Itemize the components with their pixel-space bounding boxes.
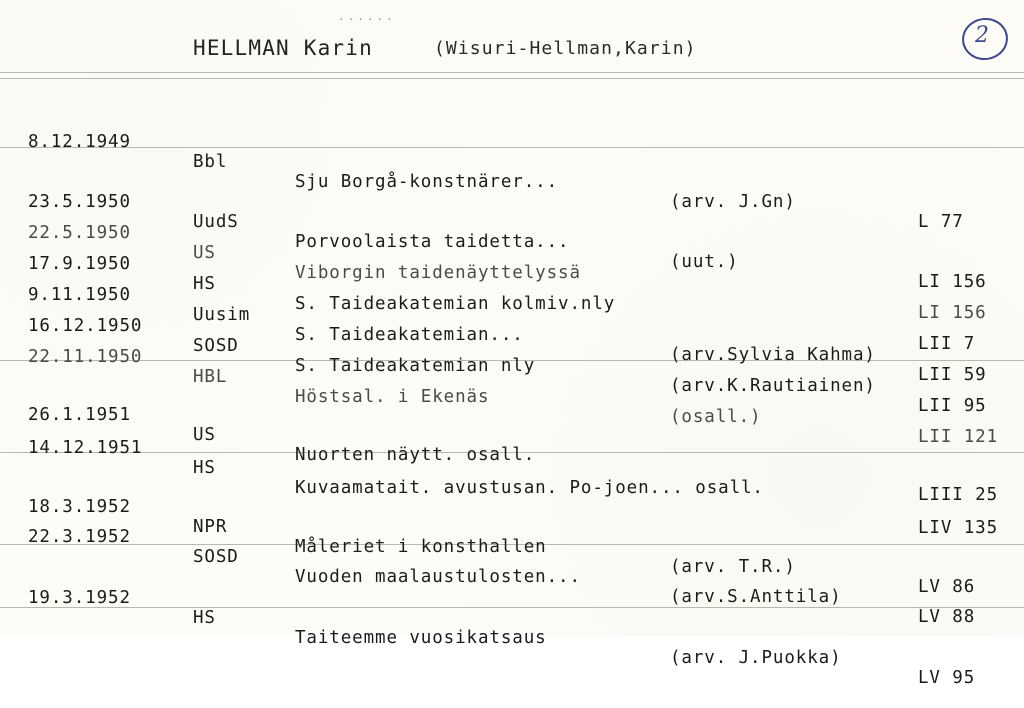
entry-note: (arv. J.Gn) [670, 192, 796, 212]
entry-date: 22.5.1950 [28, 223, 131, 243]
entry-title: Vuoden maalaustulosten... [295, 567, 581, 587]
entry-title: Sju Borgå-konstnärer... [295, 172, 559, 192]
entry-source: SOSD [193, 336, 239, 356]
entry-reference: LV 95 [918, 668, 976, 688]
rule-line [0, 78, 1024, 79]
page-number: 2 [975, 23, 989, 48]
rule-line [0, 607, 1024, 608]
entry-title: Måleriet i konsthallen [295, 537, 547, 557]
person-alternate-name: (Wisuri-Hellman,Karin) [434, 38, 697, 59]
entry-title: Porvoolaista taidetta... [295, 232, 570, 252]
entry-title: S. Taideakatemian... [295, 325, 524, 345]
entry-source: UudS [193, 212, 239, 232]
entry-date: 23.5.1950 [28, 192, 131, 212]
entry-source: HS [193, 608, 216, 628]
entry-note: (arv. T.R.) [670, 557, 796, 577]
entry-source: HS [193, 458, 216, 478]
entry-reference: LI 156 [918, 272, 987, 292]
entry-date: 17.9.1950 [28, 254, 131, 274]
entry-date: 22.11.1950 [28, 347, 143, 367]
entry-source: US [193, 425, 216, 445]
entry-reference: LI 156 [918, 303, 987, 323]
entry-note: (uut.) [670, 252, 739, 272]
entry-source: Uusim [193, 305, 251, 325]
entry-note: (arv. J.Puokka) [670, 648, 842, 668]
person-name: HELLMAN Karin [193, 36, 373, 60]
entry-date: 26.1.1951 [28, 405, 131, 425]
entry-reference: LV 86 [918, 577, 976, 597]
entry-title: S. Taideakatemian nly [295, 356, 536, 376]
entry-reference: LII 121 [918, 427, 999, 447]
entry-source: US [193, 243, 216, 263]
entry-date: 9.11.1950 [28, 285, 131, 305]
entry-title: Höstsal. i Ekenäs [295, 387, 490, 407]
entry-note: (arv.S.Anttila) [670, 587, 842, 607]
entry-source: Bbl [193, 152, 228, 172]
entry-title: S. Taideakatemian kolmiv.nly [295, 294, 616, 314]
entry-title: Viborgin taidenäyttelyssä [295, 263, 581, 283]
entry-title: Nuorten näytt. osall. [295, 445, 536, 465]
card-header [0, 0, 1024, 78]
entry-reference: LV 88 [918, 607, 976, 627]
rule-line [0, 147, 1024, 148]
entry-note: (arv.Sylvia Kahma) [670, 345, 876, 365]
entry-reference: LIV 135 [918, 518, 999, 538]
entry-source: SOSD [193, 547, 239, 567]
entry-note: (osall.) [670, 407, 762, 427]
page-number-badge [962, 18, 1006, 58]
entry-source: HS [193, 274, 216, 294]
entry-title: Taiteemme vuosikatsaus [295, 628, 547, 648]
entry-date: 18.3.1952 [28, 497, 131, 517]
entry-reference: L 77 [918, 212, 964, 232]
entry-date: 19.3.1952 [28, 588, 131, 608]
entry-reference: LIII 25 [918, 485, 999, 505]
entry-reference: LII 59 [918, 365, 987, 385]
entry-date: 8.12.1949 [28, 132, 131, 152]
typed-marks: ...... [338, 10, 396, 23]
entry-title: Kuvaamatait. avustusan. Po-joen... osall. [295, 478, 764, 498]
entry-reference: LII 95 [918, 396, 987, 416]
entry-note: (arv.K.Rautiainen) [670, 376, 876, 396]
entry-date: 14.12.1951 [28, 438, 143, 458]
entry-source: NPR [193, 517, 228, 537]
entry-date: 22.3.1952 [28, 527, 131, 547]
entry-source: HBL [193, 367, 228, 387]
entry-reference: LII 7 [918, 334, 976, 354]
entry-date: 16.12.1950 [28, 316, 143, 336]
